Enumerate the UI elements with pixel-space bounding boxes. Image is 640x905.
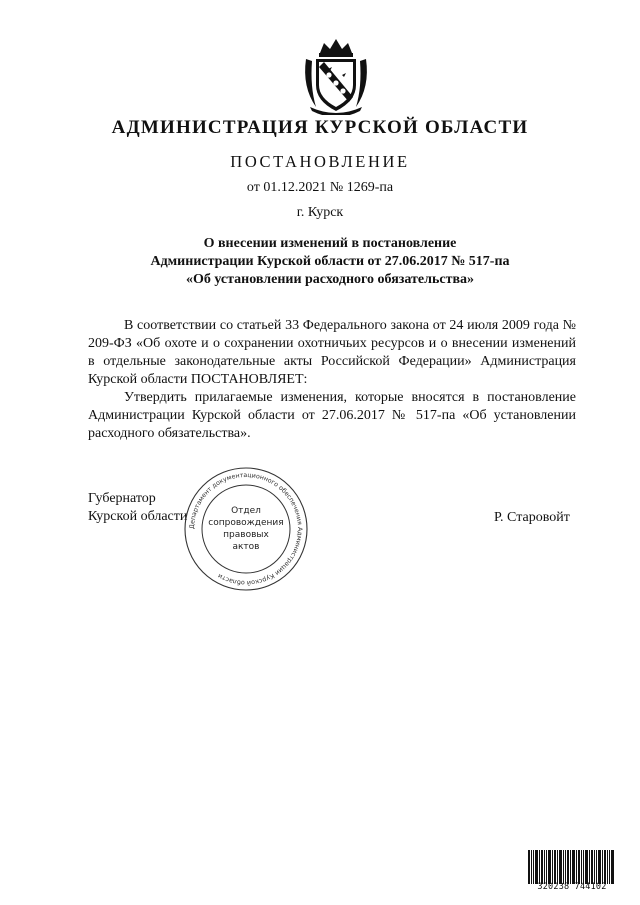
signatory-position xyxy=(88,490,187,526)
organization-title: АДМИНИСТРАЦИЯ КУРСКОЙ ОБЛАСТИ xyxy=(111,117,529,138)
document-subject xyxy=(60,235,600,289)
signatory-position-line: Курской области xyxy=(88,509,188,524)
stamp-center-line: сопровождения xyxy=(208,518,284,528)
barcode-number: 320238 744102 xyxy=(537,882,607,892)
subject-line: «Об установлении расходного обязательства» xyxy=(185,272,475,287)
coat-of-arms-icon xyxy=(302,37,370,115)
stamp-center-text xyxy=(204,505,288,553)
body-paragraph: В соответствии со статьей 33 Федерального закона от 24 июля 2009 года № 209-ФЗ «Об охоте и о сохранении охотничьих ресурсов и о внесении изменений в отдельные законодательные акты Российской Федерации» Администрация Курской области ПОСТАНОВЛЯЕТ: xyxy=(88,318,576,387)
body-paragraph: Утвердить прилагаемые изменения, которые вносятся в постановление Администрации Курской области от 27.06.2017 № 517-па «Об установлении расходного обязательства». xyxy=(88,390,576,441)
stamp-center-line: Отдел xyxy=(231,506,261,516)
signatory-position-line: Губернатор xyxy=(88,491,156,506)
barcode-icon xyxy=(528,850,614,884)
document-date-number: от 01.12.2021 № 1269-па xyxy=(246,180,394,195)
document-type: ПОСТАНОВЛЕНИЕ xyxy=(230,152,410,171)
subject-line: О внесении изменений в постановление xyxy=(203,236,457,251)
document-city: г. Курск xyxy=(296,205,344,220)
document-body xyxy=(88,317,576,443)
stamp-center-line: правовых xyxy=(223,530,269,540)
subject-line: Администрации Курской области от 27.06.2017 № 517-па xyxy=(150,254,510,269)
stamp-ring-text: Департамент документационного обеспечения Администрации Курской области xyxy=(188,471,304,587)
signatory-name: Р. Старовойт xyxy=(494,510,570,525)
stamp-center-line: актов xyxy=(232,542,260,552)
